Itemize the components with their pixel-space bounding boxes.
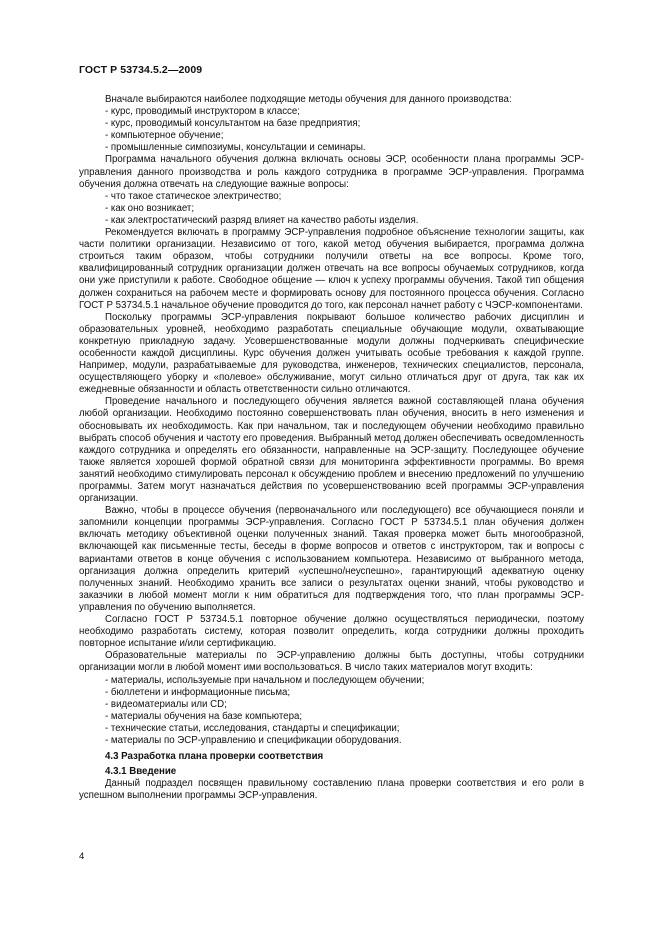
list-item: - видеоматериалы или CD; [105,698,227,710]
document-header: ГОСТ Р 53734.5.2—2009 [79,64,203,76]
paragraph: Образовательные материалы по ЭСР-управлению должны быть доступны, чтобы сотрудники организации могли в любой момент ими воспользоваться. В число таких материалов могут входить: [79,650,584,674]
list-item: - материалы, используемые при начальном и последующем обучении; [105,674,425,686]
list-item: - что такое статическое электричество; [105,190,282,202]
section-heading: 4.3 Разработка плана проверки соответствия [105,751,324,763]
list-item: - как электростатический разряд влияет на качество работы изделия. [105,214,419,226]
paragraph: Важно, чтобы в процессе обучения (первоначального или последующего) все обучающиеся поняли и запомнили концепции программы ЭСР-управления. Согласно ГОСТ Р 53734.5.1 план обучения должен включать методику объективной оценки полученных знаний. Такая проверка может быть многообразной, включающей как письменные тесты, беседы в форме вопросов и ответов с инструктором, так и вопросы с вариантами ответов в конце обучения с использованием компьютера. Независимо от выбранного метода, организация должна определить критерий «успешно/неуспешно», гарантирующий адекватную оценку полученных знаний. Необходимо хранить все записи о результатах оценки знаний, чтобы руководство и заказчики в любой момент могли к ним обратиться для подтверждения того, что план программы ЭСР-управления по обучению выполняется. [79,505,584,613]
document-body [79,94,584,802]
list-item: - материалы по ЭСР-управлению и спецификации оборудования. [105,734,402,746]
list-item: - материалы обучения на базе компьютера; [105,710,303,722]
list-item: - промышленные симпозиумы, консультации и семинары. [105,142,366,154]
list-item: - курс, проводимый консультантом на базе предприятия; [105,118,361,130]
page-number: 4 [79,851,85,862]
list-item: - бюллетени и информационные письма; [105,686,291,698]
paragraph: Проведение начального и последующего обучения является важной составляющей плана обучения любой организации. Необходимо постоянно совершенствовать план обучения, вносить в него изменения и обосновывать их необходимость. Как при начальном, так и последующем обучении необходимо правильно выбрать способ обучения и частоту его проведения. Выбранный метод должен обеспечивать осведомленность каждого сотрудника и определять его обязанности, направленные на ЭСР-защиту. Последующее обучение также является хорошей формой обратной связи для мониторинга эффективности программы. Во время занятий необходимо стимулировать персонал к обсуждению проблем и внесению предложений по улучшению программы. Затем могут назначаться действия по усовершенствованию всей программы ЭСР-управления организации. [79,396,584,505]
paragraph: Данный подраздел посвящен правильному составлению плана проверки соответствия и его роли в успешном выполнении программы ЭСР-управления. [79,778,584,802]
paragraph: Программа начального обучения должна включать основы ЭСР, особенности плана программы ЭСР-управления данного производства и роль каждого сотрудника в программе ЭСР-управления. Программа обучения должна отвечать на следующие важные вопросы: [79,154,584,190]
list-item: - компьютерное обучение; [105,130,224,142]
subsection-heading: 4.3.1 Введение [105,766,177,778]
list-item: - курс, проводимый инструктором в классе; [105,106,300,118]
list-item: - технические статьи, исследования, стандарты и спецификации; [105,722,400,734]
paragraph: Согласно ГОСТ Р 53734.5.1 повторное обучение должно осуществляться периодически, поэтому необходимо разработать систему, которая позволит определить, когда сотрудники должны проходить повторное испытание и/или сертификацию. [79,614,584,650]
list-item: - как оно возникает; [105,202,195,214]
paragraph: Поскольку программы ЭСР-управления покрывают большое количество рабочих дисциплин и образовательных уровней, необходимо разработать специальные обучающие модули, охватывающие конкретную прикладную задачу. Усовершенствованные модули должны подчеркивать специфические особенности каждой дисциплины. Курс обучения должен учитывать особые требования к каждой группе. Например, модули, разрабатываемые для руководства, инженеров, технических специалистов, персонала, осуществляющего уборку и «полевое» обслуживание, могут сильно отличаться друг от друга, так как их ежедневные обязанности и область ответственности сильно отличаются. [79,311,584,396]
paragraph: Вначале выбираются наиболее подходящие методы обучения для данного производства: [105,94,512,105]
paragraph: Рекомендуется включать в программу ЭСР-управления подробное объяснение технологии защиты, как части политики организации. Независимо от того, какой метод обучения выбирается, программа должна строиться таким образом, чтобы сотрудники получили ответы на все вопросы. Кроме того, квалифицированный сотрудник организации должен отвечать на все вопросы обучаемых сотрудников, когда они уже приступили к работе. Свободное общение — ключ к успеху программы обучения. Такой тип общения должен сохраниться на рабочем месте и формировать основу для постоянного процесса обучения. Согласно ГОСТ Р 53734.5.1 начальное обучение проводится до того, как персонал начнет работу с ЧЭСР-компонентами. [79,227,584,311]
